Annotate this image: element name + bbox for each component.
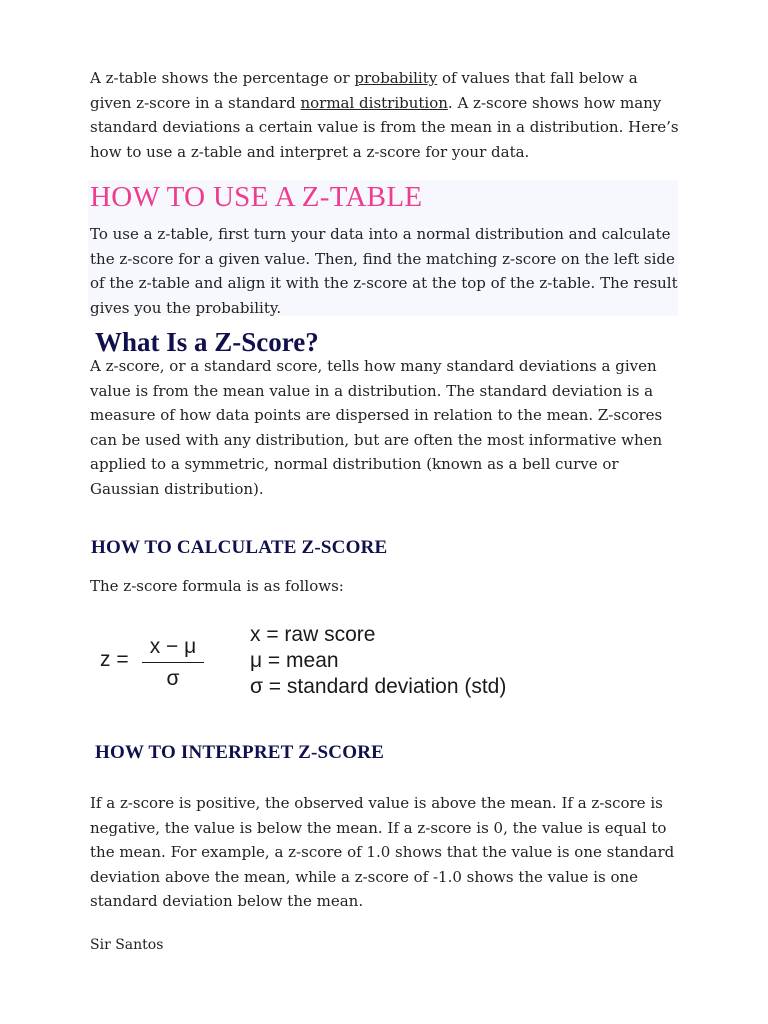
z-score-formula-figure xyxy=(96,620,566,710)
how-to-use-z-table-heading: HOW TO USE A Z-TABLE xyxy=(90,181,423,213)
legend-mean: μ = mean xyxy=(250,649,339,672)
normal-distribution-link[interactable]: normal distribution xyxy=(300,93,448,112)
what-is-z-score-heading: What Is a Z-Score? xyxy=(95,327,319,357)
formula-lhs: z = xyxy=(100,648,129,671)
formula-intro-text: The z-score formula is as follows: xyxy=(90,577,344,595)
intro-text-middle: of values that fall below a given z-score in a standard xyxy=(90,69,638,112)
probability-link[interactable]: probability xyxy=(354,69,438,87)
fraction-bar xyxy=(142,662,204,663)
legend-raw-score: x = raw score xyxy=(250,623,376,646)
formula-numerator: x − μ xyxy=(149,635,197,658)
how-to-interpret-paragraph: If a z-score is positive, the observed value is above the mean. If a z-score is negative, the value is below the mean. If a z-score is 0, the value is equal to the mean. For example, a z-score of 1.0 shows that the value is one standard deviation above the mean, while a z-score of -1.0 shows the value is one standard deviation below the mean. xyxy=(90,794,675,911)
how-to-calculate-heading: HOW TO CALCULATE Z-SCORE xyxy=(91,537,388,558)
what-is-z-score-paragraph: A z-score, or a standard score, tells how many standard deviations a given value is from the mean value in a distribution. The standard deviation is a measure of how data points are dispersed in relation to the mean. Z-scores can be used with any distribution, but are often the most informative when applied to a symmetric, normal distribution (known as a bell curve or Gaussian distribution). xyxy=(90,357,663,498)
legend-standard-deviation: σ = standard deviation (std) xyxy=(250,675,507,698)
formula-fraction xyxy=(142,634,204,691)
intro-text-end: . A z-score shows how many standard deviations a certain value is from the mean in a distribution. Here’s how to use a z-table and interpret a z-score for your data. xyxy=(90,93,679,161)
formula-denominator: σ xyxy=(166,667,180,690)
intro-paragraph xyxy=(90,66,680,164)
intro-text-start: A z-table shows the percentage or xyxy=(90,69,355,87)
how-to-interpret-heading: HOW TO INTERPRET Z-SCORE xyxy=(95,742,385,763)
formula-legend xyxy=(250,622,506,700)
how-to-use-z-table-paragraph: To use a z-table, first turn your data into a normal distribution and calculate the z-score for a given value. Then, find the matching z-score on the left side of the z-table and align it with the z-score at the top of the z-table. The result gives you the probability. xyxy=(90,225,678,317)
author-signature: Sir Santos xyxy=(90,937,164,953)
